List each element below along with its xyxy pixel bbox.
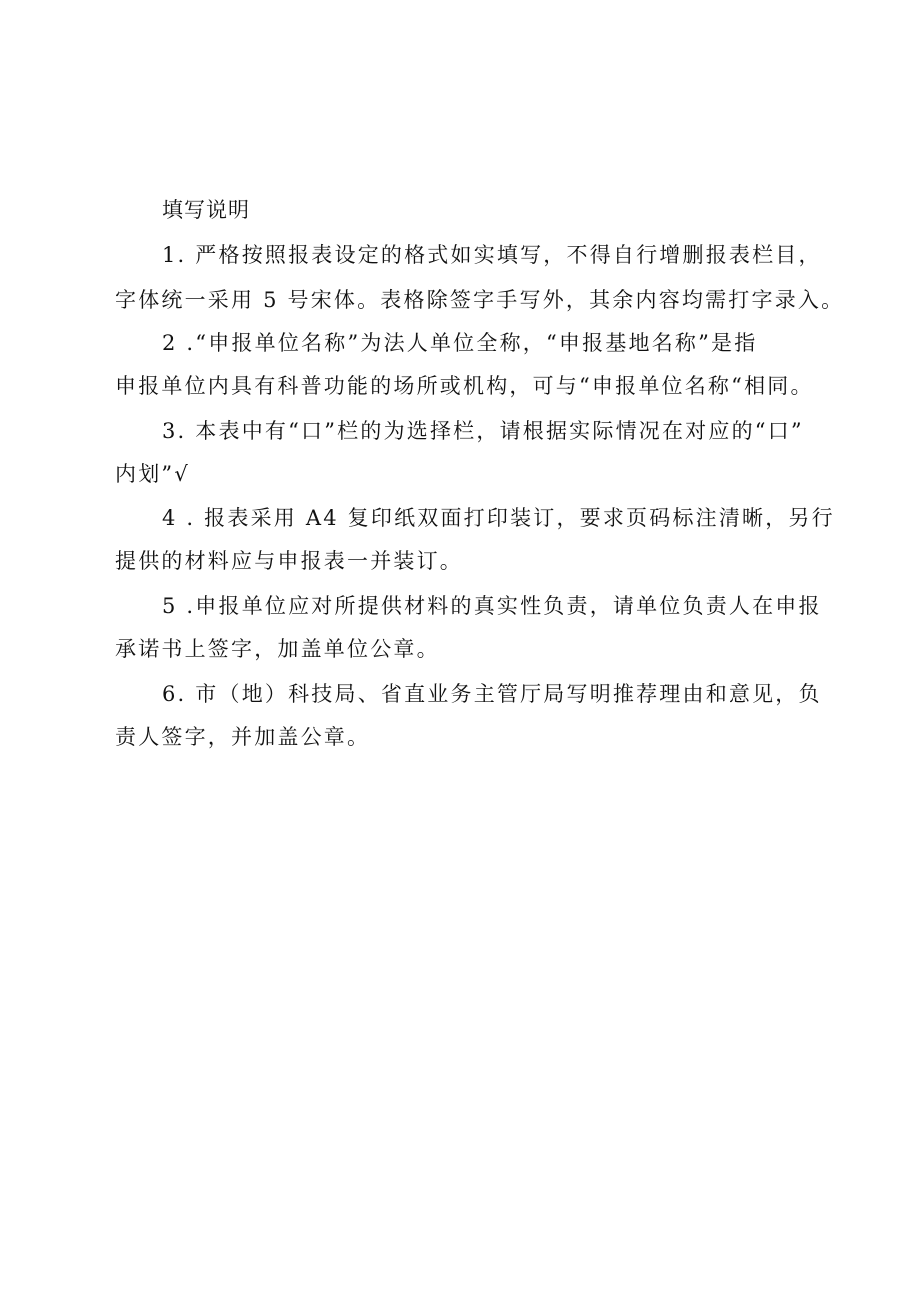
instruction-2-line-1: 2 .“申报单位名称”为法人单位全称，“申报基地名称”是指 [162,331,758,355]
instruction-3-line-2: 内划”√ [115,462,190,486]
instruction-2-line-2: 申报单位内具有科普功能的场所或机构，可与“申报单位名称“相同。 [115,374,814,398]
instruction-6-line-2: 责人签字，并加盖公章。 [115,725,371,749]
instruction-4-line-1: 4 . 报表采用 A4 复印纸双面打印装订，要求页码标注清晰，另行 [162,506,835,530]
instruction-1-line-1: 1. 严格按照报表设定的格式如实填写，不得自行增删报表栏目， [162,243,822,267]
instruction-3-line-1: 3. 本表中有“口”栏的为选择栏，请根据实际情况在对应的“口” [162,419,804,443]
instruction-5-line-1: 5 .申报单位应对所提供材料的真实性负责，请单位负责人在申报 [162,594,822,618]
instruction-6-line-1: 6. 市（地）科技局、省直业务主管厅局写明推荐理由和意见，负 [162,682,822,706]
instruction-5-line-2: 承诺书上签字，加盖单位公章。 [115,637,440,661]
instruction-1-line-2: 字体统一采用 5 号宋体。表格除签字手写外，其余内容均需打字录入。 [115,288,845,312]
instruction-4-line-2: 提供的材料应与申报表一并装订。 [115,549,463,573]
section-heading: 填写说明 [162,198,250,222]
